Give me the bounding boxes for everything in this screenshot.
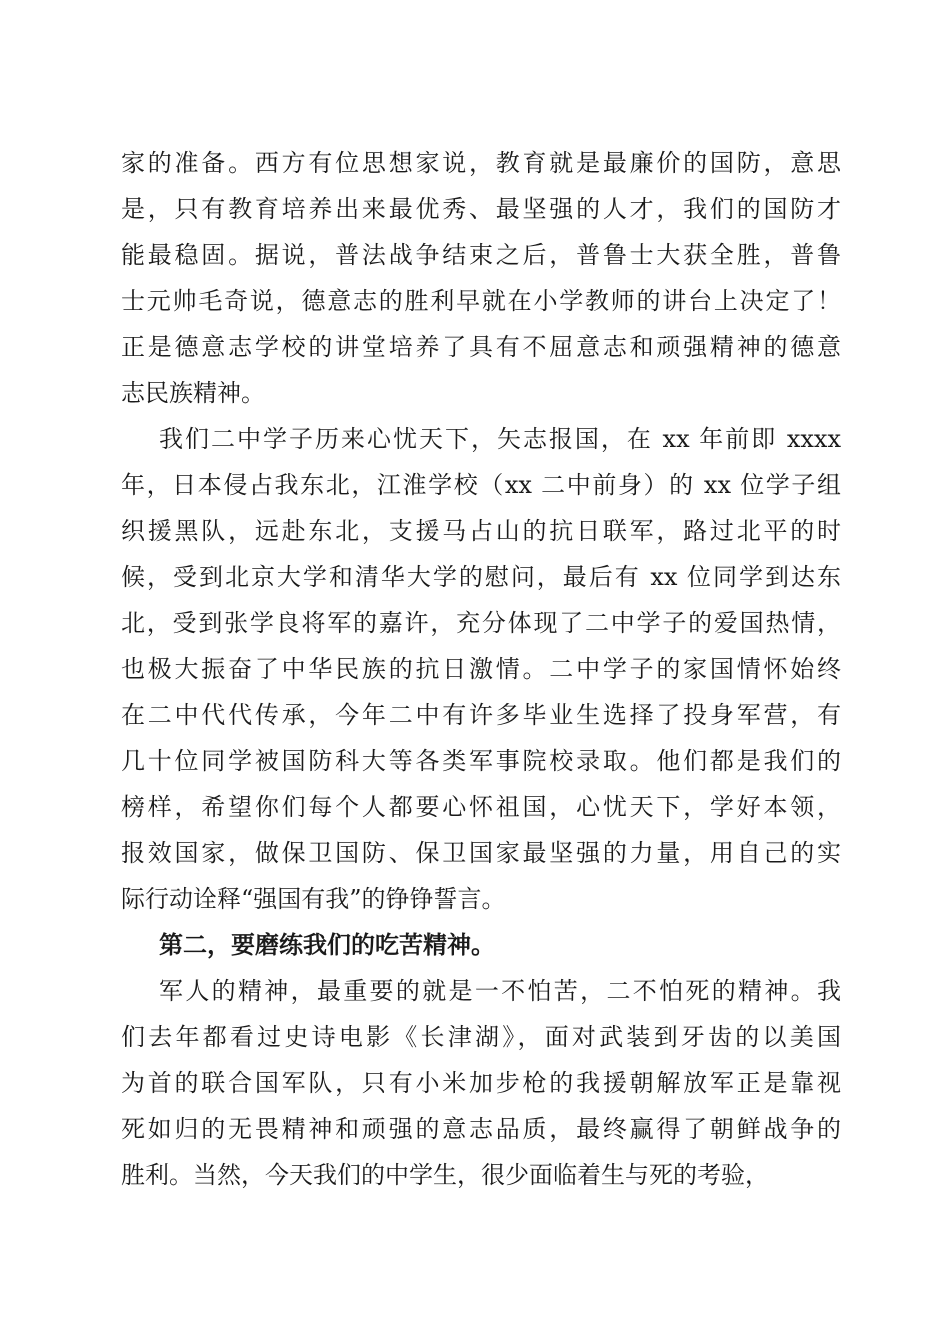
text-line: 们去年都看过史诗电影《长津湖》，面对武装到牙齿的以美国 [121, 1023, 841, 1051]
text-line: 胜利。当然，今天我们的中学生，很少面临着生与死的考验， [121, 1161, 769, 1189]
section-heading: 第二，要磨练我们的吃苦精神。 [159, 930, 495, 959]
text-line: 年，日本侵占我东北，江淮学校（xx 二中前身）的 xx 位学子组 [121, 471, 841, 499]
text-line: 能最稳固。据说，普法战争结束之后，普鲁士大获全胜，普鲁 [121, 241, 841, 269]
text-line: 际行动诠释“强国有我”的铮铮誓言。 [121, 885, 506, 913]
text-line: 死如归的无畏精神和顽强的意志品质，最终赢得了朝鲜战争的 [121, 1115, 841, 1143]
text-line: 织援黑队，远赴东北，支援马占山的抗日联军，路过北平的时 [121, 517, 841, 545]
text-line: 志民族精神。 [121, 379, 265, 407]
text-line: 是，只有教育培养出来最优秀、最坚强的人才，我们的国防才 [121, 195, 841, 223]
text-line: 北，受到张学良将军的嘉许，充分体现了二中学子的爱国热情， [121, 609, 841, 637]
text-line: 报效国家，做保卫国防、保卫国家最坚强的力量，用自己的实 [121, 839, 841, 867]
text-line: 家的准备。西方有位思想家说，教育就是最廉价的国防，意思 [121, 149, 841, 177]
text-line: 正是德意志学校的讲堂培养了具有不屈意志和顽强精神的德意 [121, 333, 841, 361]
text-line: 候，受到北京大学和清华大学的慰问，最后有 xx 位同学到达东 [121, 563, 841, 591]
paragraph-first-line: 我们二中学子历来心忧天下，矢志报国，在 xx 年前即 xxxx [159, 425, 841, 453]
text-line: 为首的联合国军队，只有小米加步枪的我援朝解放军正是靠视 [121, 1069, 841, 1097]
text-line: 在二中代代传承，今年二中有许多毕业生选择了投身军营，有 [121, 701, 841, 729]
text-line: 也极大振奋了中华民族的抗日激情。二中学子的家国情怀始终 [121, 655, 841, 683]
paragraph-first-line: 军人的精神，最重要的就是一不怕苦，二不怕死的精神。我 [159, 977, 841, 1005]
text-line: 士元帅毛奇说，德意志的胜利早就在小学教师的讲台上决定了！ [121, 287, 841, 315]
text-line: 榜样，希望你们每个人都要心怀祖国，心忧天下，学好本领， [121, 793, 841, 821]
text-line: 几十位同学被国防科大等各类军事院校录取。他们都是我们的 [121, 747, 841, 775]
